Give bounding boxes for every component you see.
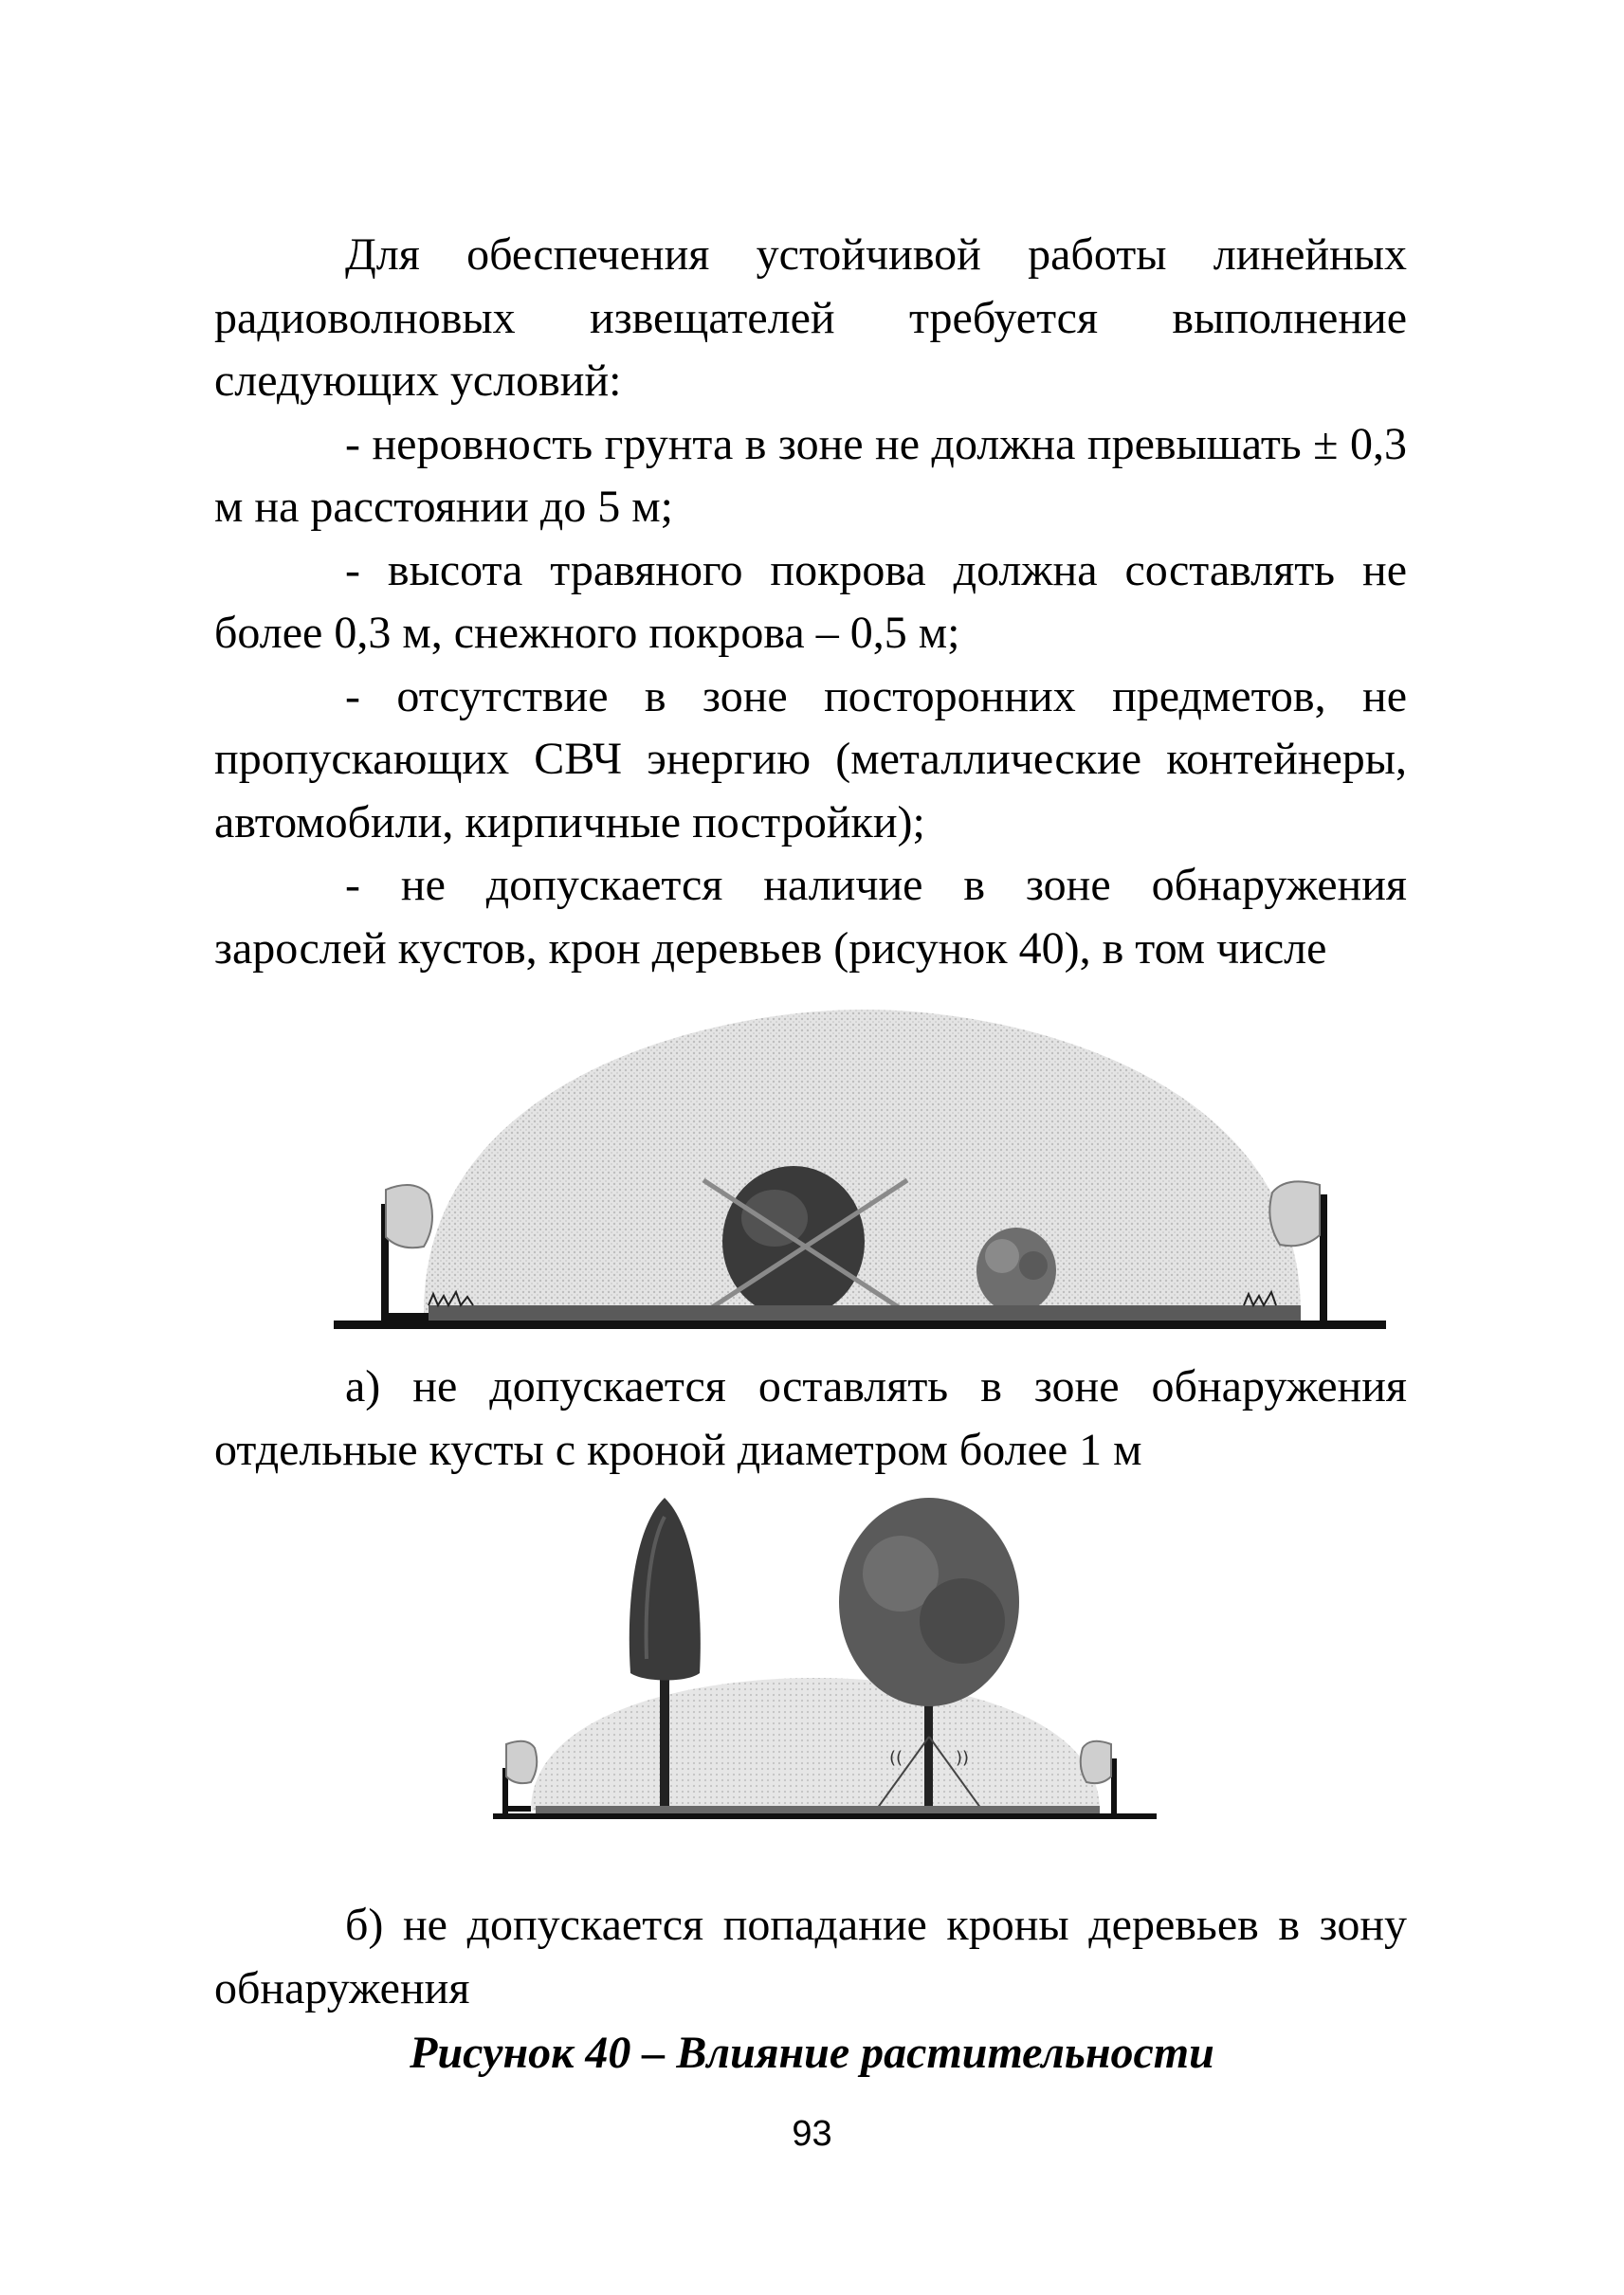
figure-b-caption: б) не допускается попадание кроны деревьев в зону обнаружения	[214, 1900, 1407, 2013]
condition-ground-unevenness: - неровность грунта в зоне не должна превышать ± 0,3 м на расстоянии до 5 м;	[214, 418, 1407, 532]
svg-text:)): ))	[956, 1748, 970, 1768]
figure-title: Рисунок 40 – Влияние растительности	[410, 2028, 1214, 2078]
grass-strip	[429, 1305, 1301, 1322]
body-text	[214, 224, 1407, 980]
svg-text:((: ((	[889, 1748, 903, 1768]
condition-no-vegetation: - не допускается наличие в зоне обнаружения зарослей кустов, крон деревьев (рисунок 40), в том числе	[214, 860, 1407, 974]
ground-line	[334, 1321, 1386, 1329]
figure-b-illustration	[493, 1488, 1157, 1830]
figure-a-illustration	[334, 1000, 1386, 1346]
detection-zone	[424, 1010, 1301, 1313]
detection-zone	[531, 1678, 1100, 1811]
figure-a-caption: а) не допускается оставлять в зоне обнаружения отдельные кусты с кроной диаметром более 1 м	[214, 1361, 1407, 1475]
condition-no-foreign-objects: - отсутствие в зоне посторонних предметов, не пропускающих СВЧ энергию (металлические контейнеры, автомобили, кирпичные постройки);	[214, 670, 1407, 847]
page-number: 93	[792, 2114, 832, 2154]
ground-line	[493, 1813, 1157, 1819]
intro-paragraph: Для обеспечения устойчивой работы линейных радиоволновых извещателей требуется выполнение следующих условий:	[214, 229, 1407, 406]
condition-grass-snow-height: - высота травяного покрова должна составлять не более 0,3 м, снежного покрова – 0,5 м;	[214, 544, 1407, 658]
grass-strip	[536, 1806, 1100, 1813]
small-bush	[976, 1228, 1056, 1313]
